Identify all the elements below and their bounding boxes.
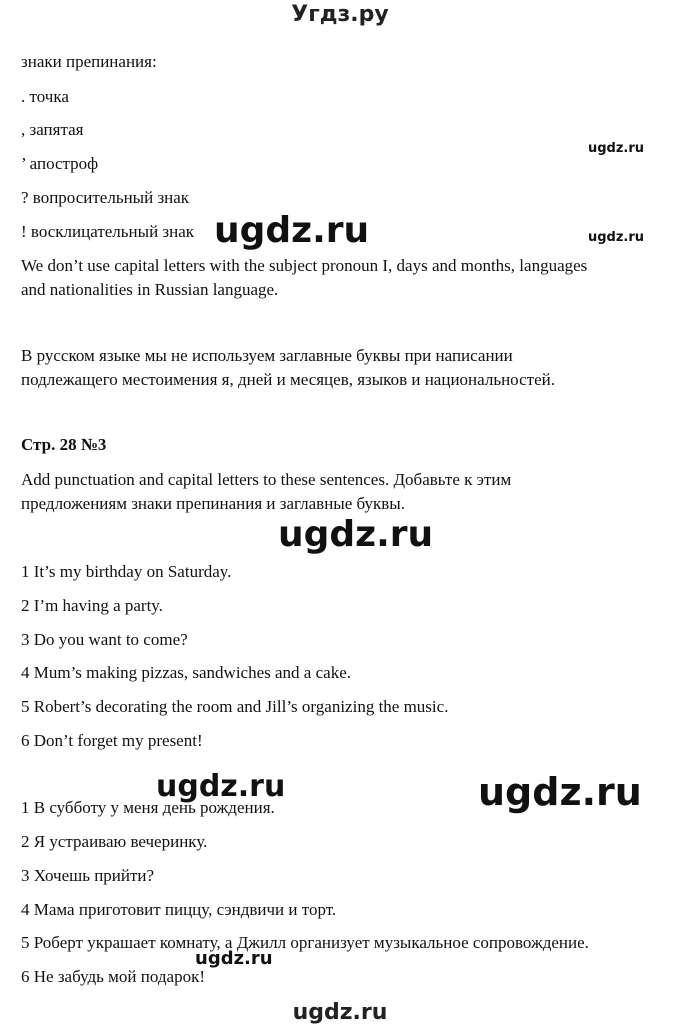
footer-site: ugdz.ru <box>292 1000 388 1025</box>
exercise-task-line-2: предложениям знаки препинания и заглавные буквы. <box>21 494 405 513</box>
exercise-task-line-1: Add punctuation and capital letters to these sentences. Добавьте к этим <box>21 470 512 489</box>
note-en-line-2: and nationalities in Russian language. <box>21 280 279 299</box>
watermark-small: ugdz.ru <box>588 230 645 245</box>
punctuation-item-apostrophe: ’ апостроф <box>21 154 99 173</box>
punctuation-item-question: ? вопросительный знак <box>21 188 190 207</box>
punctuation-item-comma: , запятая <box>21 120 84 139</box>
answer-ru-3: 3 Хочешь прийти? <box>21 866 155 885</box>
exercise-heading: Стр. 28 №3 <box>21 435 107 454</box>
punctuation-item-exclamation: ! восклицательный знак <box>21 222 195 241</box>
watermark-small: ugdz.ru <box>588 141 645 156</box>
watermark-large: ugdz.ru <box>278 514 434 555</box>
answer-ru-4: 4 Мама приготовит пиццу, сэндвичи и торт. <box>21 900 337 919</box>
answer-en-5: 5 Robert’s decorating the room and Jill’s organizing the music. <box>21 697 449 716</box>
note-ru-line-1: В русском языке мы не используем заглавные буквы при написании <box>21 346 513 365</box>
answer-en-3: 3 Do you want to come? <box>21 630 188 649</box>
answer-ru-2: 2 Я устраиваю вечеринку. <box>21 832 208 851</box>
note-ru-line-2: подлежащего местоимения я, дней и месяцев, языков и национальностей. <box>21 370 555 389</box>
answer-en-4: 4 Mum’s making pizzas, sandwiches and a cake. <box>21 663 351 682</box>
answer-en-1: 1 It’s my birthday on Saturday. <box>21 562 232 581</box>
watermark-large: ugdz.ru <box>478 770 642 814</box>
punctuation-item-period: . точка <box>21 87 69 106</box>
answer-ru-5: 5 Роберт украшает комнату, а Джилл организует музыкальное сопровождение. <box>21 933 589 952</box>
answer-ru-6: 6 Не забудь мой подарок! <box>21 967 205 986</box>
answer-en-2: 2 I’m having a party. <box>21 596 163 615</box>
answer-ru-1: 1 В субботу у меня день рождения. <box>21 798 275 817</box>
watermark-large: ugdz.ru <box>156 769 286 804</box>
watermark-small: ugdz.ru <box>195 948 273 969</box>
note-en-line-1: We don’t use capital letters with the subject pronoun I, days and months, languages <box>21 256 588 275</box>
watermark-large: ugdz.ru <box>214 210 370 251</box>
site-title: Угдз.ру <box>291 2 389 27</box>
answer-en-6: 6 Don’t forget my present! <box>21 731 203 750</box>
punctuation-intro: знаки препинания: <box>21 52 157 71</box>
